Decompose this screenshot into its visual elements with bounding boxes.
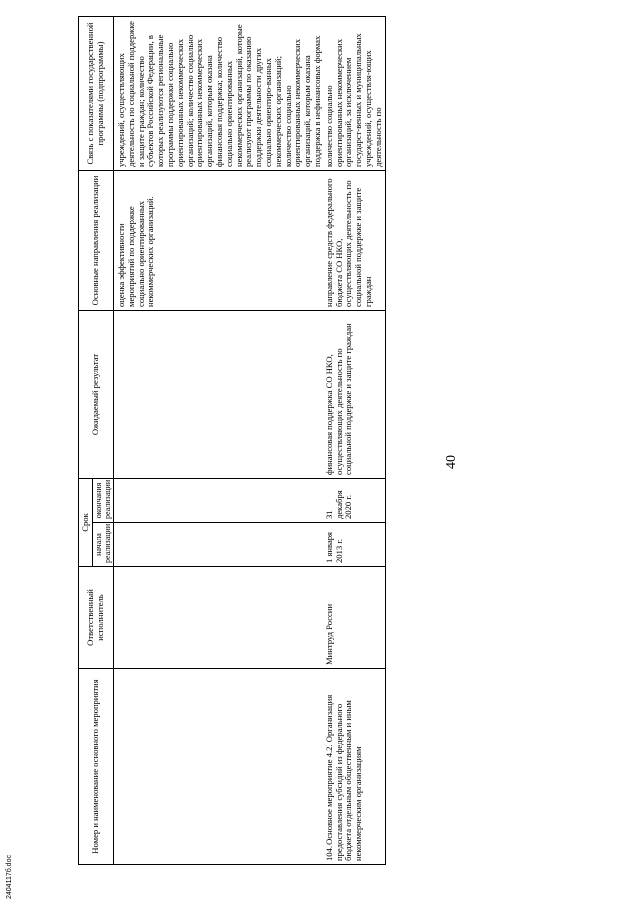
header-link: Связь с показателями государственной программы (подпрограммы) xyxy=(79,16,114,170)
activity-text: Основное мероприятие 4.2. Организация предоставления субсидий из федерального бюджета отдельным общественным и иным некоммерческим организациям xyxy=(323,694,364,861)
directions-cell: оценка эффективности мероприятий по поддержке социально ориентированных некоммерческих организаций. xyxy=(116,170,324,310)
link-cell: учреждений, осуществляющих деятельность по социальной поддержке и защите граждан; количество субъектов Российской Федерации, в которых реализуются региональные программы поддержки социально ориентированных некоммерческих организаций; количество социально ориентированных некоммерческих организаций, которым оказана финансовая поддержка; количество социально ориентированных некоммерческих организаций, которые реализуют программы по оказанию поддержки деятельности других социально ориентиро-ванных некоммерческих организаций; количество социально ориентированных некоммерческих организаций, которым оказана поддержка в нефинансовых формах xyxy=(116,16,324,170)
header-directions: Основные направления реализации xyxy=(79,170,114,310)
header-term-end: окончания реализации xyxy=(93,478,114,522)
executor-cell: Минтруд России xyxy=(324,567,385,669)
header-result: Ожидаемый результат xyxy=(79,310,114,478)
table-row-104 xyxy=(324,16,385,864)
header-term: Срок xyxy=(79,478,93,566)
end-date-cell: 31 декабря 2020 г. xyxy=(324,478,385,522)
link-cell: количество социально ориентированных некоммерческих организаций, за исключением государст-венных и муниципальных учреждений, осуществля-ющих деятельность по xyxy=(324,16,385,170)
result-cell: финансовая поддержка СО НКО, осуществляющих деятельность по социальной поддержке и защите граждан xyxy=(324,310,385,478)
start-date-cell: 1 января 2013 г. xyxy=(324,523,385,567)
file-name-footer: 2404117б.doc xyxy=(6,855,13,899)
activities-table xyxy=(78,16,386,865)
page-number: 40 xyxy=(444,455,459,469)
row-number: 104. xyxy=(323,845,334,861)
directions-cell: направление средств федерального бюджета СО НКО, осуществляющих деятельность по социальной поддержке и защите граждан xyxy=(324,170,385,310)
activity-cell xyxy=(324,669,385,865)
table-row-continued xyxy=(116,16,324,864)
header-executor: Ответственный исполнитель xyxy=(79,567,114,669)
header-term-start: начала реализации xyxy=(93,523,114,567)
header-activity: Номер и наименование основного мероприятия xyxy=(79,669,114,865)
